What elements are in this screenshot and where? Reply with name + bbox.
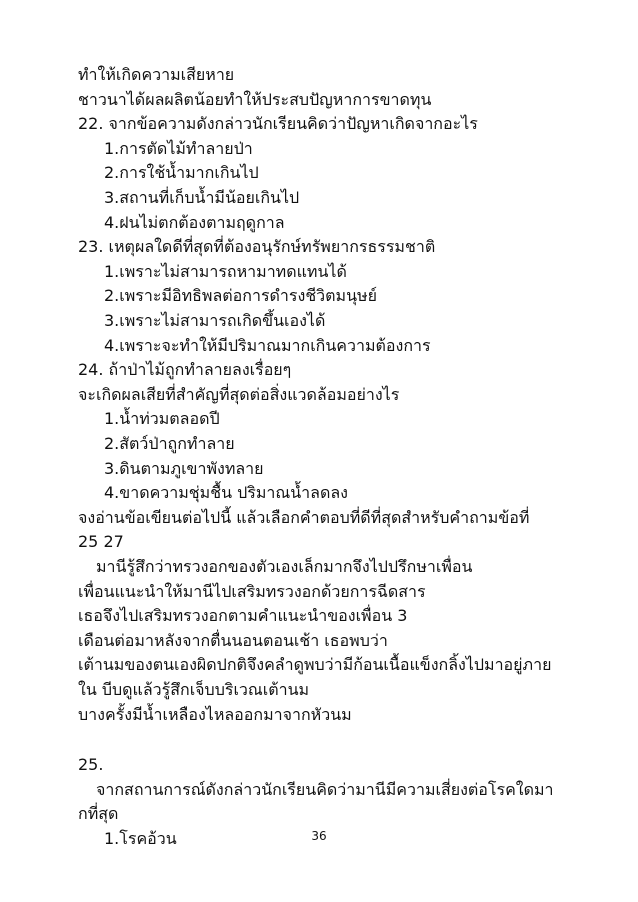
choice-22-3: 3.สถานที่เก็บน้ำมีน้อยเกินไป (104, 188, 300, 207)
passage-line: เธอจึงไปเสริมทรวงอกตามคำแนะนำของเพื่อน 3 (78, 606, 408, 626)
question-24-cont: จะเกิดผลเสียที่สำคัญที่สุดต่อสิ่งแวดล้อมอย่างไร (78, 384, 400, 404)
instruction-range: 25 27 (78, 532, 124, 552)
choice-25-1: 1.โรคอ้วน (104, 829, 177, 848)
text-line: ทำให้เกิดความเสียหาย (78, 65, 235, 84)
question-22: 22. จากข้อความดังกล่าวนักเรียนคิดว่าปัญหาเกิดจากอะไร (78, 114, 478, 134)
choice-22-4: 4.ฝนไม่ตกต้องตามฤดูกาล (104, 212, 285, 232)
question-25-number: 25. (78, 755, 104, 775)
question-23: 23. เหตุผลใดดีที่สุดที่ต้องอนุรักษ์ทรัพยากรธรรมชาติ (78, 237, 436, 257)
choice-22-2: 2.การใช้น้ำมากเกินไป (104, 163, 259, 183)
passage-line: มานีรู้สึกว่าทรวงอกของตัวเองเล็กมากจึงไปปรึกษาเพื่อน (96, 557, 473, 576)
choice-22-1: 1.การตัดไม้ทำลายป่า (104, 138, 253, 158)
choice-23-1: 1.เพราะไม่สามารถหามาทดแทนได้ (104, 261, 347, 281)
passage-line: เต้านมของตนเองผิดปกติจึงคลำดูพบว่ามีก้อนเนื้อแข็งกลิ้งไปมาอยู่ภาย (78, 655, 552, 675)
text-line: ชาวนาได้ผลผลิตน้อยทำให้ประสบปัญหาการขาดทุน (78, 89, 432, 109)
question-24: 24. ถ้าป่าไม้ถูกทำลายลงเรื่อยๆ (78, 360, 292, 380)
passage-line: ใน บีบดูแล้วรู้สึกเจ็บบริเวณเต้านม (78, 680, 310, 699)
passage-line: เพื่อนแนะนำให้มานีไปเสริมทรวงอกด้วยการฉีดสาร (78, 581, 426, 601)
passage-line: เดือนต่อมาหลังจากตื่นนอนตอนเช้า เธอพบว่า (78, 630, 388, 650)
choice-23-4: 4.เพราะจะทำให้มีปริมาณมากเกินความต้องการ (104, 335, 431, 355)
choice-23-3: 3.เพราะไม่สามารถเกิดขึ้นเองได้ (104, 311, 326, 330)
choice-24-3: 3.ดินตามภูเขาพังทลาย (104, 458, 264, 478)
page-number: 36 (311, 829, 327, 843)
question-25: จากสถานการณ์ดังกล่าวนักเรียนคิดว่ามานีมีความเสี่ยงต่อโรคใดมา (96, 779, 554, 799)
choice-23-2: 2.เพราะมีอิทธิพลต่อการดำรงชีวิตมนุษย์ (104, 286, 377, 306)
instruction-line: จงอ่านข้อเขียนต่อไปนี้ แล้วเลือกคำตอบที่ดีที่สุดสำหรับคำถามข้อที่ (78, 507, 530, 527)
question-25-cont: กที่สุด (78, 804, 119, 824)
choice-24-1: 1.น้ำท่วมตลอดปี (104, 409, 220, 429)
passage-line: บางครั้งมีน้ำเหลืองไหลออกมาจากหัวนม (78, 704, 352, 724)
choice-24-2: 2.สัตว์ป่าถูกทำลาย (104, 434, 235, 453)
choice-24-4: 4.ขาดความชุ่มชื้น ปริมาณน้ำลดลง (104, 483, 348, 503)
